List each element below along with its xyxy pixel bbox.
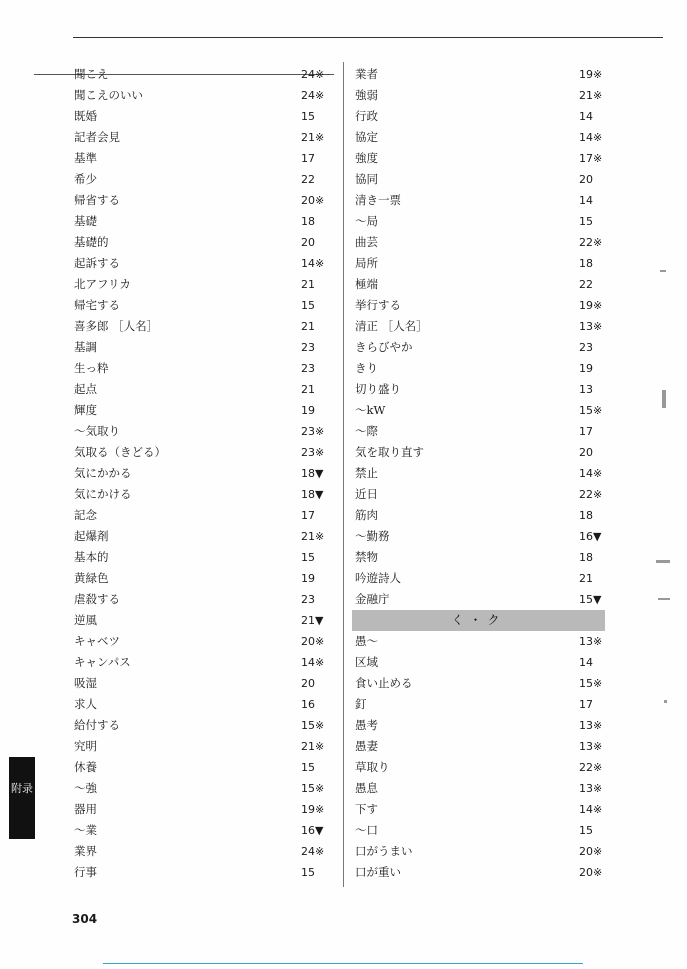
index-entry [74, 568, 331, 589]
index-entry [74, 169, 331, 190]
entry-lesson-number: 13※ [579, 782, 603, 795]
index-entry [74, 463, 331, 484]
index-entry [74, 190, 331, 211]
entry-lesson-number: 20※ [579, 845, 603, 858]
entry-lesson-number: 19 [301, 572, 315, 585]
index-entry [355, 127, 609, 148]
entry-term: 休養 [74, 760, 97, 774]
index-entry [74, 421, 331, 442]
index-entry [355, 190, 609, 211]
entry-term: 行政 [355, 109, 378, 123]
index-entry [74, 64, 331, 85]
entry-lesson-number: 20 [301, 236, 315, 249]
entry-lesson-number: 20 [301, 677, 315, 690]
entry-term: 帰宅する [74, 298, 120, 312]
entry-term: 業者 [355, 67, 378, 81]
entry-lesson-number: 14 [579, 194, 593, 207]
entry-lesson-number: 14 [579, 656, 593, 669]
entry-lesson-number: 18 [579, 509, 593, 522]
entry-lesson-number: 18 [579, 257, 593, 270]
entry-lesson-number: 24※ [301, 845, 325, 858]
entry-lesson-number: 14 [579, 110, 593, 123]
index-entry [355, 673, 609, 694]
index-entry [74, 820, 331, 841]
entry-lesson-number: 20※ [301, 635, 325, 648]
index-entry [355, 736, 609, 757]
entry-term: 愚妻 [355, 739, 378, 753]
index-entry [355, 442, 609, 463]
entry-lesson-number: 13※ [579, 719, 603, 732]
entry-term: 基礎 [74, 214, 97, 228]
entry-term: 気を取り直す [355, 445, 424, 459]
entry-lesson-number: 22※ [579, 236, 603, 249]
index-entry [355, 484, 609, 505]
entry-term: 基礎的 [74, 235, 109, 249]
index-entry [74, 232, 331, 253]
entry-term: 協同 [355, 172, 378, 186]
index-entry [74, 610, 331, 631]
entry-lesson-number: 13※ [579, 320, 603, 333]
entry-term: 愚～ [355, 634, 378, 648]
entry-term: 給付する [74, 718, 120, 732]
entry-lesson-number: 21 [301, 383, 315, 396]
entry-term: 生っ粋 [74, 361, 109, 375]
index-entry [355, 295, 609, 316]
entry-term: 記者会見 [74, 130, 120, 144]
entry-term: 帰省する [74, 193, 120, 207]
entry-lesson-number: 18 [579, 551, 593, 564]
entry-term: 口が重い [355, 865, 401, 879]
entry-term: 基本的 [74, 550, 109, 564]
entry-term: きらびやか [355, 340, 413, 354]
entry-lesson-number: 19※ [579, 68, 603, 81]
entry-term: 愚考 [355, 718, 378, 732]
entry-lesson-number: 20※ [301, 194, 325, 207]
entry-term: 逆風 [74, 613, 97, 627]
entry-lesson-number: 23 [579, 341, 593, 354]
entry-lesson-number: 23 [301, 362, 315, 375]
entry-lesson-number: 15 [301, 761, 315, 774]
entry-lesson-number: 15 [579, 215, 593, 228]
entry-lesson-number: 17 [301, 509, 315, 522]
entry-lesson-number: 17 [579, 425, 593, 438]
entry-lesson-number: 22 [301, 173, 315, 186]
entry-term: 下す [355, 802, 378, 816]
entry-term: 清正 ［人名］ [355, 319, 428, 333]
index-entry [355, 85, 609, 106]
index-entry [74, 148, 331, 169]
right-column [355, 64, 609, 883]
index-entry [74, 211, 331, 232]
entry-term: ～勤務 [355, 529, 390, 543]
entry-lesson-number: 23※ [301, 446, 325, 459]
entry-term: 北アフリカ [74, 277, 131, 291]
entry-lesson-number: 15▼ [579, 593, 602, 606]
entry-lesson-number: 22 [579, 278, 593, 291]
entry-term: ～局 [355, 214, 378, 228]
entry-term: 吟遊詩人 [355, 571, 401, 585]
index-entry [355, 274, 609, 295]
entry-lesson-number: 15 [301, 299, 315, 312]
entry-term: ～kW [355, 403, 386, 417]
entry-term: 既婚 [74, 109, 97, 123]
index-entry [355, 547, 609, 568]
index-entry [355, 316, 609, 337]
entry-term: 究明 [74, 739, 97, 753]
scan-speck [656, 560, 670, 563]
index-entry [355, 211, 609, 232]
entry-term: 起訴する [74, 256, 120, 270]
scan-speck [658, 598, 670, 600]
index-entry [355, 757, 609, 778]
entry-term: 基準 [74, 151, 97, 165]
entry-term: 黄緑色 [74, 571, 109, 585]
index-entry [74, 715, 331, 736]
entry-lesson-number: 19 [301, 404, 315, 417]
index-entry [74, 778, 331, 799]
entry-lesson-number: 15 [301, 551, 315, 564]
entry-term: キャンパス [74, 655, 131, 669]
entry-term: 気にかかる [74, 466, 132, 480]
index-entry [74, 736, 331, 757]
entry-lesson-number: 18▼ [301, 488, 324, 501]
index-entry [355, 148, 609, 169]
entry-lesson-number: 21 [301, 320, 315, 333]
index-entry [74, 673, 331, 694]
appendix-side-tab: 附录 [9, 757, 35, 839]
index-entry [355, 421, 609, 442]
entry-lesson-number: 13 [579, 383, 593, 396]
entry-term: きり [355, 361, 378, 375]
index-entry [74, 85, 331, 106]
index-entry [355, 799, 609, 820]
entry-lesson-number: 22※ [579, 761, 603, 774]
page-number: 304 [72, 912, 98, 926]
entry-term: 口がうまい [355, 844, 413, 858]
entry-lesson-number: 19 [579, 362, 593, 375]
entry-lesson-number: 15※ [301, 782, 325, 795]
left-column [74, 64, 331, 883]
entry-term: 区域 [355, 655, 378, 669]
index-entry [74, 106, 331, 127]
index-entry [74, 505, 331, 526]
entry-term: 基調 [74, 340, 97, 354]
right-column-bottom-entries [355, 631, 609, 883]
entry-lesson-number: 23 [301, 341, 315, 354]
entry-term: 草取り [355, 760, 390, 774]
entry-term: 聞こえのいい [74, 88, 143, 102]
index-entry [355, 169, 609, 190]
right-column-top-entries [355, 64, 609, 610]
entry-lesson-number: 14※ [579, 803, 603, 816]
index-entry [355, 232, 609, 253]
entry-lesson-number: 15 [301, 110, 315, 123]
entry-term: ～強 [74, 781, 97, 795]
index-entry [355, 568, 609, 589]
entry-lesson-number: 19※ [579, 299, 603, 312]
index-entry [74, 694, 331, 715]
index-entry [74, 295, 331, 316]
entry-term: 局所 [355, 256, 378, 270]
entry-term: 金融庁 [355, 592, 390, 606]
entry-term: 記念 [74, 508, 97, 522]
index-entry [74, 316, 331, 337]
index-entry [355, 337, 609, 358]
entry-lesson-number: 13※ [579, 635, 603, 648]
entry-term: 強弱 [355, 88, 378, 102]
entry-term: 虐殺する [74, 592, 120, 606]
index-entry [74, 484, 331, 505]
index-entry [355, 64, 609, 85]
bottom-scan-line [103, 963, 583, 964]
entry-term: 極端 [355, 277, 378, 291]
index-entry [74, 274, 331, 295]
index-entry [355, 400, 609, 421]
index-entry [74, 442, 331, 463]
entry-term: 筋肉 [355, 508, 378, 522]
entry-term: 希少 [74, 172, 97, 186]
index-entry [74, 799, 331, 820]
entry-term: キャベツ [74, 634, 120, 648]
entry-lesson-number: 17※ [579, 152, 603, 165]
entry-term: 禁止 [355, 466, 378, 480]
entry-term: ～際 [355, 424, 378, 438]
index-entry [74, 379, 331, 400]
entry-lesson-number: 16▼ [579, 530, 602, 543]
index-entry [355, 379, 609, 400]
index-entry [74, 358, 331, 379]
entry-lesson-number: 14※ [579, 467, 603, 480]
entry-lesson-number: 13※ [579, 740, 603, 753]
entry-lesson-number: 17 [301, 152, 315, 165]
entry-term: 愚息 [355, 781, 378, 795]
entry-term: 釘 [355, 697, 367, 711]
entry-lesson-number: 16 [301, 698, 315, 711]
entry-term: 行事 [74, 865, 97, 879]
entry-term: 業界 [74, 844, 97, 858]
entry-term: 聞こえ [74, 67, 109, 81]
entry-lesson-number: 24※ [301, 89, 325, 102]
entry-term: 近日 [355, 487, 378, 501]
entry-lesson-number: 14※ [301, 257, 325, 270]
entry-lesson-number: 18 [301, 215, 315, 228]
entry-term: 協定 [355, 130, 378, 144]
section-header-ku: く・ク [352, 610, 605, 631]
entry-lesson-number: 21※ [301, 131, 325, 144]
scan-speck [664, 700, 667, 703]
entry-term: 起点 [74, 382, 97, 396]
entry-term: ～口 [355, 823, 378, 837]
index-entry [74, 652, 331, 673]
entry-lesson-number: 15 [579, 824, 593, 837]
entry-term: 食い止める [355, 676, 413, 690]
entry-lesson-number: 15※ [579, 404, 603, 417]
entry-lesson-number: 14※ [301, 656, 325, 669]
entry-lesson-number: 23 [301, 593, 315, 606]
index-entry [74, 841, 331, 862]
entry-lesson-number: 18▼ [301, 467, 324, 480]
entry-lesson-number: 19※ [301, 803, 325, 816]
entry-term: 気取る（きどる） [74, 445, 166, 459]
entry-term: 器用 [74, 802, 97, 816]
entry-lesson-number: 23※ [301, 425, 325, 438]
entry-term: 切り盛り [355, 382, 401, 396]
entry-lesson-number: 24※ [301, 68, 325, 81]
index-entry [74, 337, 331, 358]
entry-term: 曲芸 [355, 235, 378, 249]
index-entry [74, 547, 331, 568]
entry-term: 気にかける [74, 487, 132, 501]
entry-lesson-number: 21※ [301, 530, 325, 543]
entry-lesson-number: 21 [579, 572, 593, 585]
scan-speck [660, 270, 666, 272]
entry-term: 清き一票 [355, 193, 401, 207]
index-entry [355, 778, 609, 799]
index-entry [74, 757, 331, 778]
index-entry [355, 526, 609, 547]
entry-lesson-number: 17 [579, 698, 593, 711]
entry-lesson-number: 21▼ [301, 614, 324, 627]
index-entry [355, 862, 609, 883]
entry-lesson-number: 15※ [579, 677, 603, 690]
index-entry [74, 526, 331, 547]
scan-speck [662, 390, 666, 408]
entry-term: 喜多郎 ［人名］ [74, 319, 159, 333]
index-entry [74, 862, 331, 883]
entry-lesson-number: 21 [301, 278, 315, 291]
entry-lesson-number: 21※ [301, 740, 325, 753]
index-entry [74, 253, 331, 274]
index-entry [355, 253, 609, 274]
index-entry [355, 631, 609, 652]
column-divider [343, 62, 344, 887]
entry-term: ～業 [74, 823, 97, 837]
entry-lesson-number: 15※ [301, 719, 325, 732]
entry-lesson-number: 16▼ [301, 824, 324, 837]
index-entry [355, 106, 609, 127]
entry-term: 禁物 [355, 550, 378, 564]
entry-lesson-number: 22※ [579, 488, 603, 501]
entry-lesson-number: 21※ [579, 89, 603, 102]
entry-lesson-number: 20 [579, 446, 593, 459]
index-entry [355, 589, 609, 610]
index-entry [74, 589, 331, 610]
index-entry [355, 505, 609, 526]
index-entry [355, 841, 609, 862]
index-entry [74, 631, 331, 652]
index-entry [355, 463, 609, 484]
entry-term: 起爆剤 [74, 529, 109, 543]
index-entry [74, 127, 331, 148]
header-rule [73, 37, 663, 38]
entry-lesson-number: 15 [301, 866, 315, 879]
index-entry [355, 652, 609, 673]
entry-lesson-number: 14※ [579, 131, 603, 144]
index-entry [355, 820, 609, 841]
entry-term: 強度 [355, 151, 378, 165]
index-entry [74, 400, 331, 421]
entry-term: 求人 [74, 697, 97, 711]
index-entry [355, 358, 609, 379]
index-entry [355, 715, 609, 736]
entry-lesson-number: 20※ [579, 866, 603, 879]
entry-term: 輝度 [74, 403, 97, 417]
entry-term: 吸湿 [74, 676, 97, 690]
entry-lesson-number: 20 [579, 173, 593, 186]
entry-term: 挙行する [355, 298, 401, 312]
entry-term: ～気取り [74, 424, 120, 438]
index-entry [355, 694, 609, 715]
